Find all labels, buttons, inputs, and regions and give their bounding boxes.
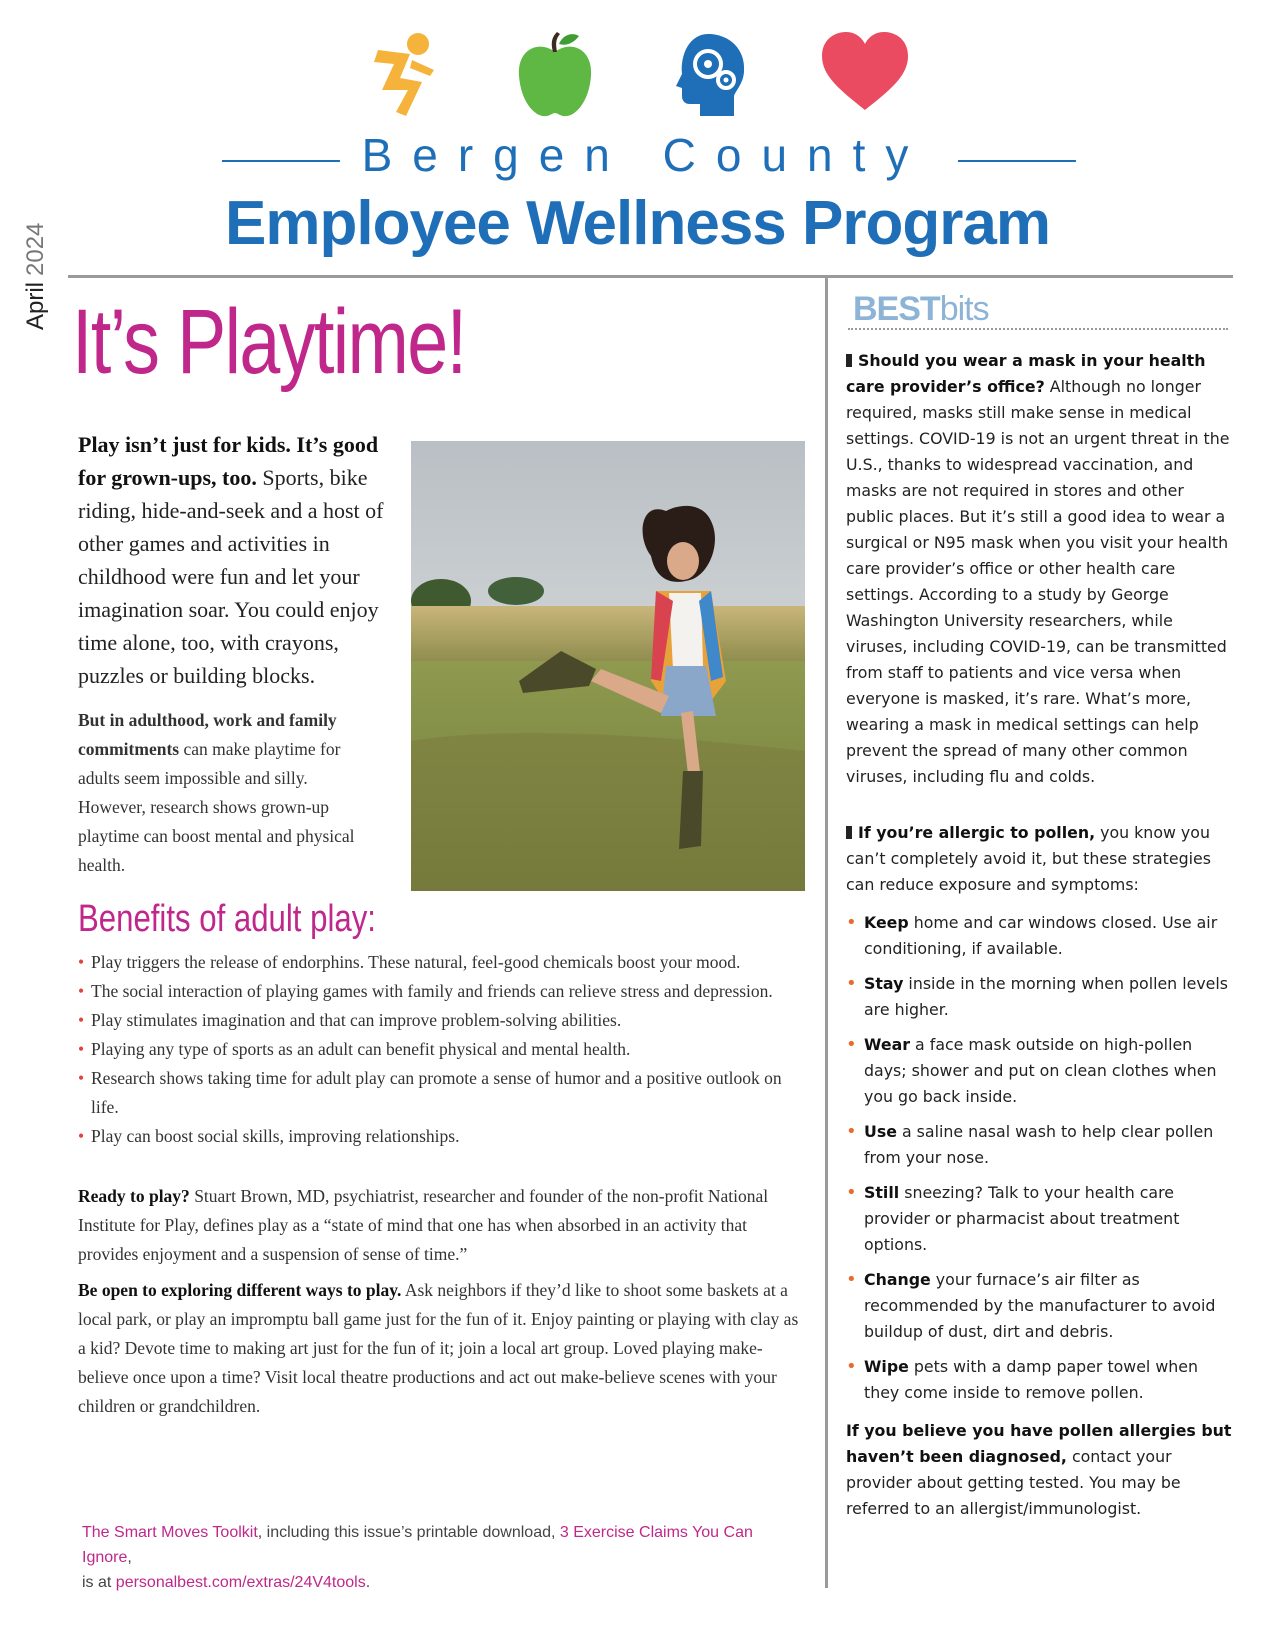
tip-keyword: Change [864, 1270, 931, 1289]
issue-month: April [22, 281, 49, 330]
toolkit-url-link[interactable]: personalbest.com/extras/24V4tools [115, 1574, 366, 1591]
adulthood-body: can make playtime for adults seem impossible and silly. However, research shows grown-up playtime can boost mental and physical health. [78, 739, 355, 875]
issue-date [22, 200, 62, 330]
sidebar-heading-best: BEST [853, 290, 940, 328]
tip-keyword: Still [864, 1183, 900, 1202]
tip-keyword: Wear [864, 1035, 911, 1054]
footnote-is-at: is at [82, 1574, 116, 1591]
toolkit-footnote [82, 1520, 802, 1595]
square-bullet-icon [846, 826, 852, 839]
woman-jumping-photo [411, 441, 805, 891]
list-item [846, 1267, 1236, 1345]
tip-keyword: Wipe [864, 1357, 909, 1376]
pollen-tips-list [846, 910, 1236, 1415]
tip-text: sneezing? Talk to your health care provider or pharmacist about treatment options. [864, 1183, 1180, 1254]
org-name: Bergen County [361, 129, 929, 181]
ready-paragraph [78, 1182, 808, 1269]
list-item [846, 910, 1236, 962]
square-bullet-icon [846, 354, 852, 367]
mask-lead: Should you wear a mask in your health care provider’s office? [846, 351, 1206, 396]
benefits-heading: Benefits of adult play: [78, 898, 376, 940]
pollen-body: you know you can’t completely avoid it, but these strategies can reduce exposure and symptoms: [846, 823, 1211, 894]
program-title: Employee Wellness Program [225, 189, 1050, 258]
closing-body: contact your provider about getting tested. You may be referred to an allergist/immunologist. [846, 1447, 1181, 1518]
horizontal-divider [68, 275, 1233, 278]
explore-lead: Be open to exploring different ways to play. [78, 1280, 402, 1300]
benefits-list [78, 948, 808, 1151]
tip-text: home and car windows closed. Use air conditioning, if available. [864, 913, 1218, 958]
mask-body: Although no longer required, masks still make sense in medical settings. COVID-19 is not an urgent threat in the U.S., thanks to widespread vaccination, and masks are not required in stores and other public places. But it’s still a good idea to wear a surgical or N95 mask when you visit your health care provider’s office or other health care settings. According to a study by George Washington University researchers, while viruses, including COVID-19, can be transmitted from staff to patients and vice versa when everyone is masked, it’s rare. What’s more, wearing a mask in medical settings can help prevent the spread of many other common viruses, including flu and colds. [846, 377, 1230, 786]
explore-paragraph [78, 1276, 808, 1421]
tip-keyword: Stay [864, 974, 904, 993]
ready-lead: Ready to play? [78, 1186, 190, 1206]
list-item [846, 1180, 1236, 1258]
list-item [846, 971, 1236, 1023]
list-item: • The social interaction of playing games with family and friends can relieve stress and depression. [78, 977, 808, 1006]
column-divider [825, 278, 828, 1588]
sidebar-heading-bits: bits [939, 290, 989, 328]
issue-year: 2024 [22, 222, 49, 276]
tip-text: a saline nasal wash to help clear pollen from your nose. [864, 1122, 1214, 1167]
adulthood-lead: But in adulthood, work and family commitments [78, 710, 337, 759]
sidebar-heading [853, 290, 989, 329]
tip-keyword: Keep [864, 913, 909, 932]
tip-text: your furnace’s air filter as recommended by the manufacturer to avoid buildup of dust, dirt and debris. [864, 1270, 1216, 1341]
tip-text: inside in the morning when pollen levels are higher. [864, 974, 1229, 1019]
closing-paragraph [846, 1418, 1236, 1522]
header-rule-right [958, 160, 1076, 162]
footnote-period: . [365, 1574, 371, 1591]
list-item: • Play stimulates imagination and that can improve problem-solving abilities. [78, 1006, 808, 1035]
download-link[interactable]: 3 Exercise Claims You Can Ignore [82, 1524, 753, 1566]
closing-lead: If you believe you have pollen allergies but haven’t been diagnosed, [846, 1421, 1232, 1466]
ready-body: Stuart Brown, MD, psychiatrist, researcher and founder of the non-profit National Institute for Play, defines play as a “state of mind that one has when absorbed in an activity that provides enjoyment and a suspension of sense of time.” [78, 1186, 769, 1264]
header-rule-left [222, 160, 340, 162]
adulthood-paragraph [78, 706, 378, 880]
list-item: • Play can boost social skills, improving relationships. [78, 1122, 808, 1151]
list-item: • Playing any type of sports as an adult can benefit physical and mental health. [78, 1035, 808, 1064]
list-item [846, 1032, 1236, 1110]
article-title: It’s Playtime! [72, 291, 466, 393]
intro-lead: Play isn’t just for kids. It’s good for grown-ups, too. [78, 432, 379, 490]
list-item: • Play triggers the release of endorphins. These natural, feel-good chemicals boost your mood. [78, 948, 808, 977]
intro-paragraph [78, 428, 388, 692]
sidebar-dotted-rule [848, 328, 1228, 330]
tip-text: a face mask outside on high-pollen days; shower and put on clean clothes when you go back inside. [864, 1035, 1217, 1106]
pollen-lead: If you’re allergic to pollen, [858, 823, 1096, 842]
tip-text: pets with a damp paper towel when they come inside to remove pollen. [864, 1357, 1199, 1402]
footnote-mid: , including this issue’s printable download, [257, 1524, 560, 1541]
toolkit-link[interactable]: The Smart Moves Toolkit [82, 1524, 258, 1541]
running-person-icon [360, 30, 450, 120]
pollen-paragraph [846, 820, 1236, 898]
list-item [846, 1119, 1236, 1171]
head-gears-icon [670, 30, 750, 120]
header-icons [360, 30, 920, 120]
footnote-comma: , [127, 1549, 132, 1566]
heart-icon [820, 30, 910, 120]
tip-keyword: Use [864, 1122, 897, 1141]
mask-paragraph [846, 348, 1236, 790]
explore-body: Ask neighbors if they’d like to shoot some baskets at a local park, or play an impromptu ball game just for the fun of it. Enjoy painting or playing with clay as a kid? Devote time to making art just for the fun of it; join a local art group. Loved playing make-believe once upon a time? Visit local theatre productions and act out make-believe scenes with your children or grandchildren. [78, 1280, 799, 1416]
list-item: • Research shows taking time for adult play can promote a sense of humor and a positive outlook on life. [78, 1064, 808, 1122]
intro-body: Sports, bike riding, hide-and-seek and a host of other games and activities in childhood were fun and let your imagination soar. You could enjoy time alone, too, with crayons, puzzles or building blocks. [78, 465, 384, 688]
list-item [846, 1354, 1236, 1406]
apple-icon [515, 30, 595, 120]
